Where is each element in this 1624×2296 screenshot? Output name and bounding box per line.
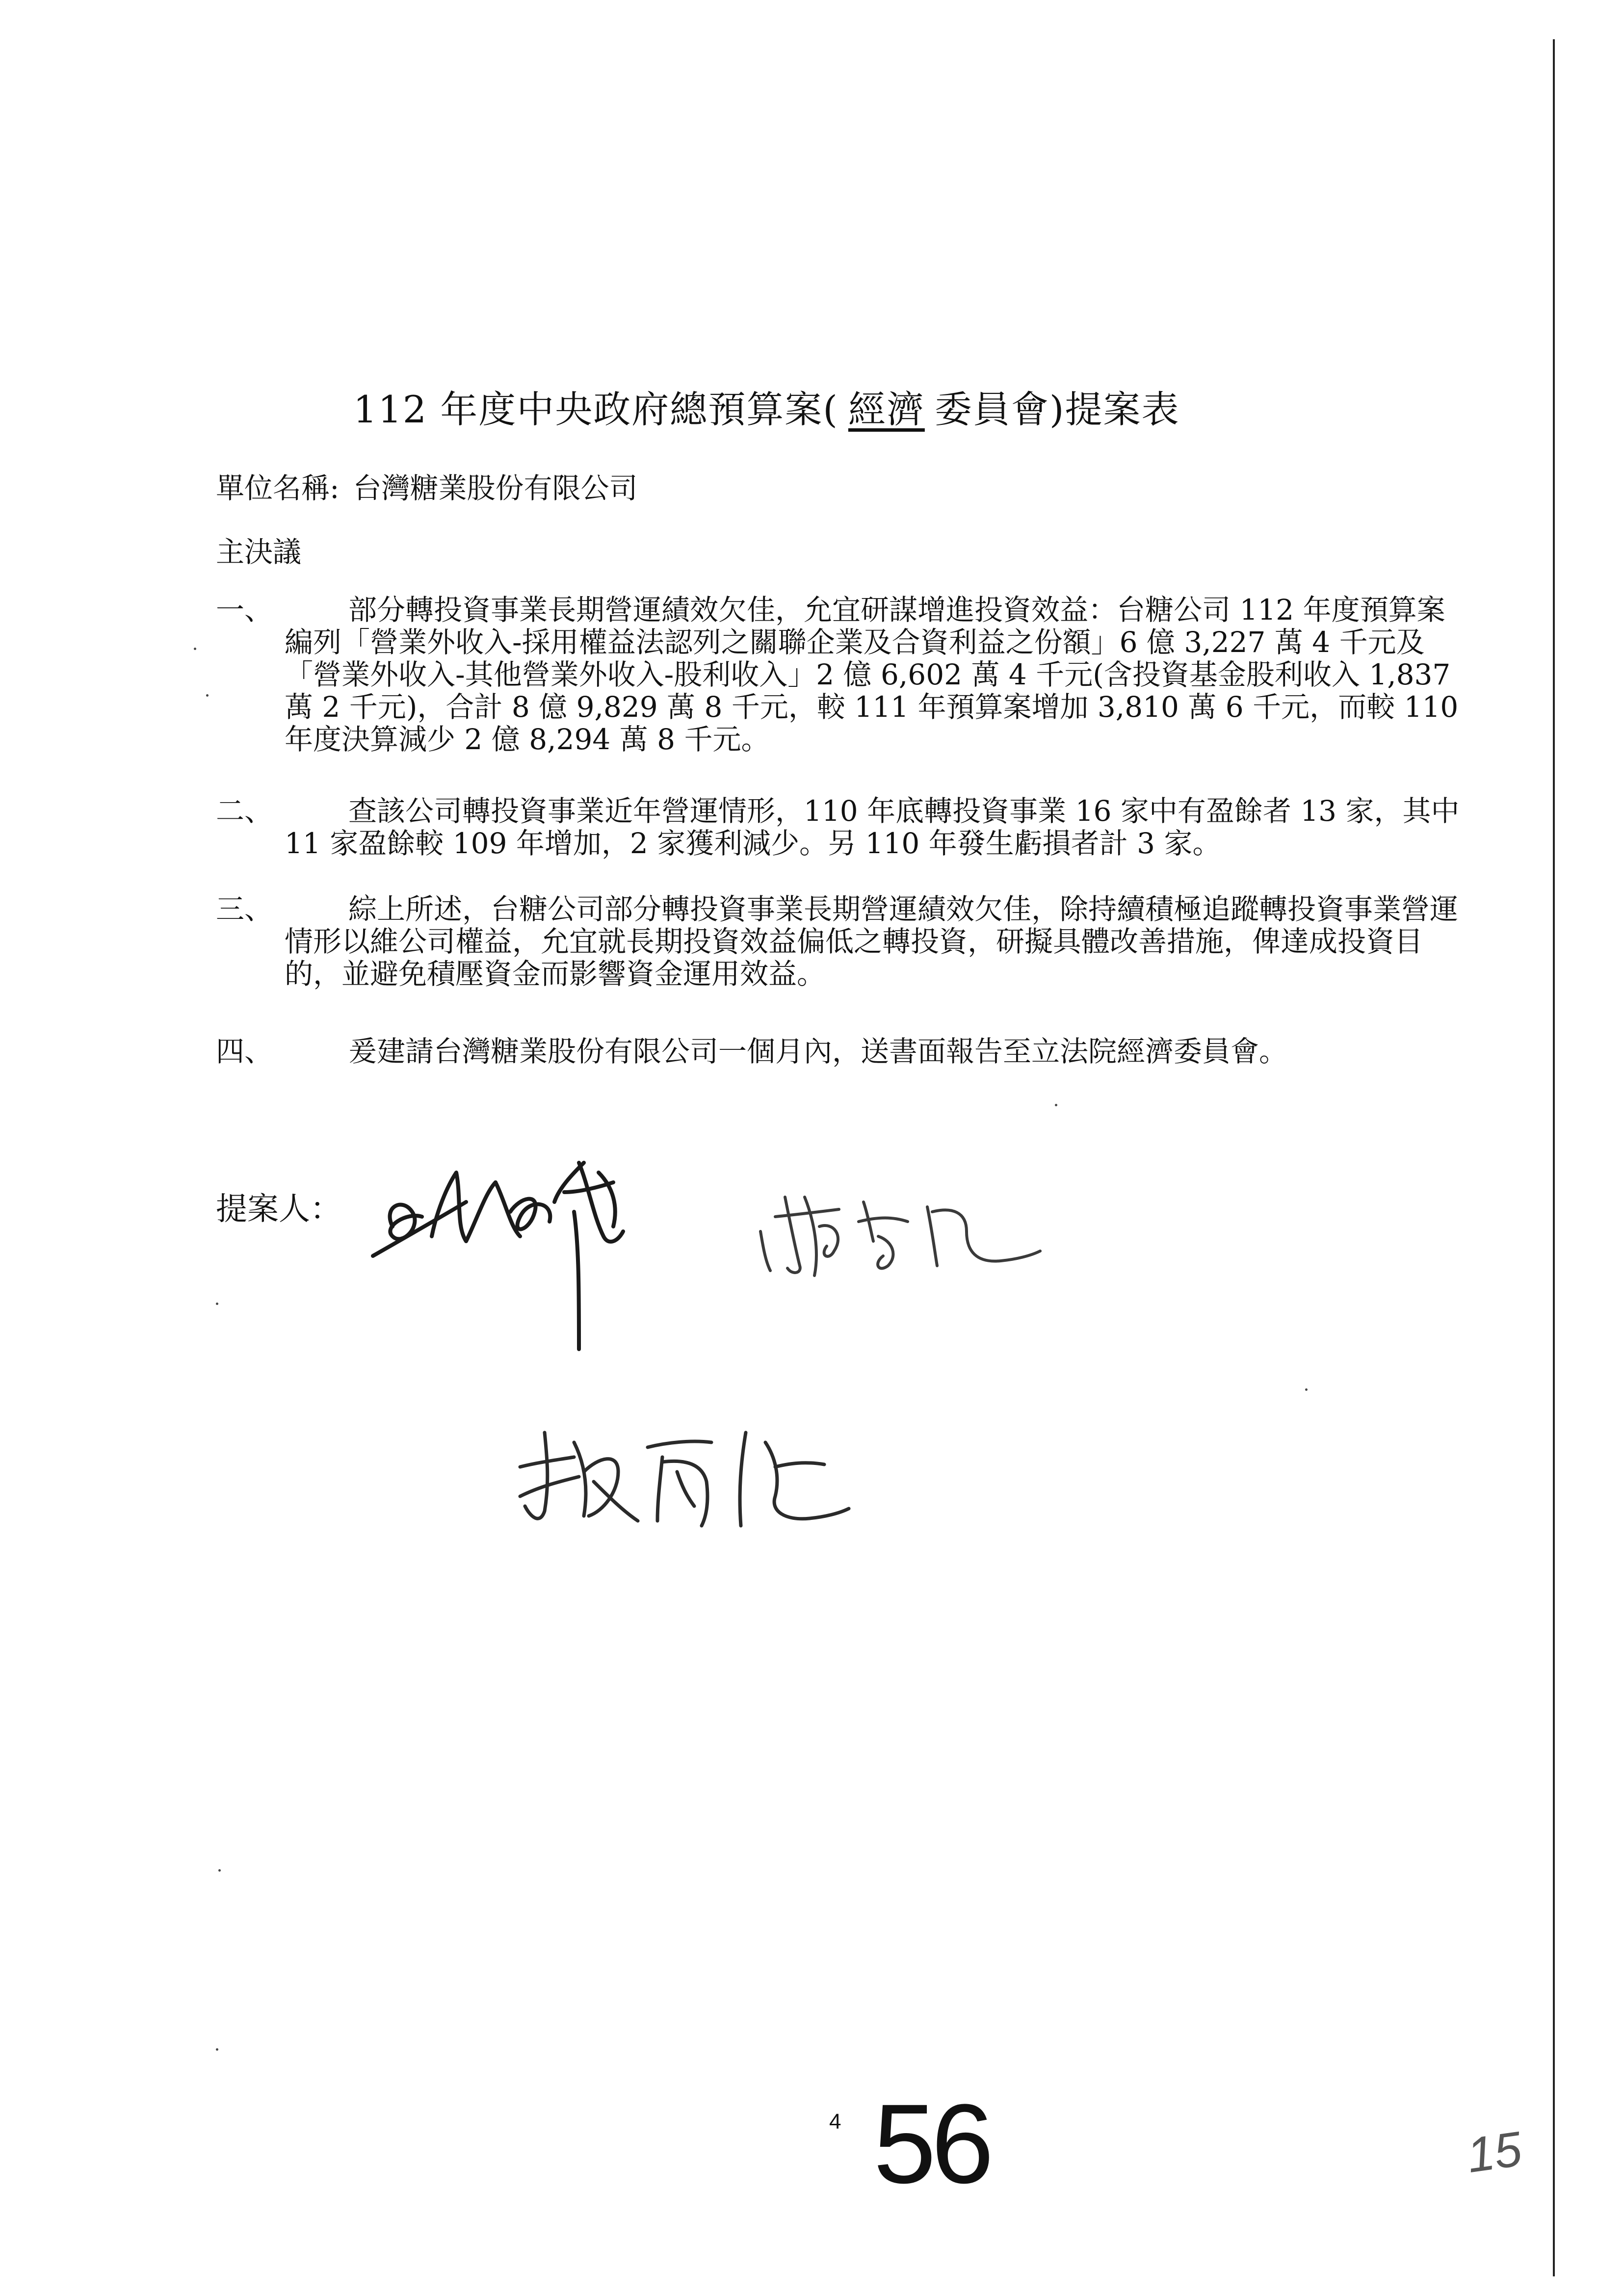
main-resolution-label: 主決議 [216,535,302,569]
resolution-text: 部分轉投資事業長期營運績效欠佳，允宜研謀增進投資效益：台糖公司 112 年度預算案編列「營業外收入-採用權益法認列之關聯企業及合資利益之份額」6 億 3,227 萬 4 千元及「營業外收入-其他營業外收入-股利收入」2 億 6,602 萬 4 千元(含投資基金股利收入 1,837 萬 2 千元)，合計 8 億 9,829 萬 8 千元，較 111 年預算案增加 3,810 萬 6 千元，而較 110 年度決算減少 2 億 8,294 萬 8 千元。 [285,593,1459,756]
resolution-text: 綜上所述，台糖公司部分轉投資事業長期營運績效欠佳，除持續積極追蹤轉投資事業營運情形以維公司權益，允宜就長期投資效益偏低之轉投資，研擬具體改善措施，俾達成投資目的，並避免積壓資金而影響資金運用效益。 [285,892,1459,991]
resolution-number: 三、 [216,892,273,926]
resolution-item [216,893,1472,990]
proposer-label: 提案人： [216,1191,341,1227]
scan-speck [216,1303,218,1305]
page-title [353,385,1335,434]
unit-name-row [216,469,638,508]
title-prefix: 112 年度中央政府總預算案( [353,388,838,431]
scan-speck [1055,1104,1057,1106]
title-suffix: 委員會)提案表 [934,388,1180,431]
title-committee: 經濟 [848,388,925,431]
corner-handwritten-number: 15 [1463,2121,1525,2184]
signature-1 [363,1143,707,1369]
scan-speck [206,694,209,697]
scan-speck [194,648,196,650]
scan-speck [216,2048,218,2051]
resolution-text: 查該公司轉投資事業近年營運情形，110 年底轉投資事業 16 家中有盈餘者 13 家，其中 11 家盈餘較 109 年增加，2 家獲利減少。另 110 年發生虧損者計 3 家。 [285,794,1460,860]
scan-speck [1305,1388,1308,1391]
signature-2 [746,1168,1050,1285]
resolution-item [216,1035,1472,1068]
unit-value: 台灣糖業股份有限公司 [353,471,638,505]
scan-speck [218,1869,221,1872]
resolution-item [216,594,1472,756]
resolution-text: 爰建請台灣糖業股份有限公司一個月內，送書面報告至立法院經濟委員會。 [348,1035,1288,1068]
handwritten-page-number: 56 [873,2081,989,2207]
resolution-number: 一、 [216,593,273,626]
resolution-item [216,795,1472,860]
signature-3 [510,1413,854,1540]
page-edge-line [1553,39,1555,2276]
unit-label: 單位名稱: [216,471,340,505]
page-number: 4 [829,2110,841,2134]
resolution-number: 四、 [216,1035,273,1068]
resolution-number: 二、 [216,794,273,828]
